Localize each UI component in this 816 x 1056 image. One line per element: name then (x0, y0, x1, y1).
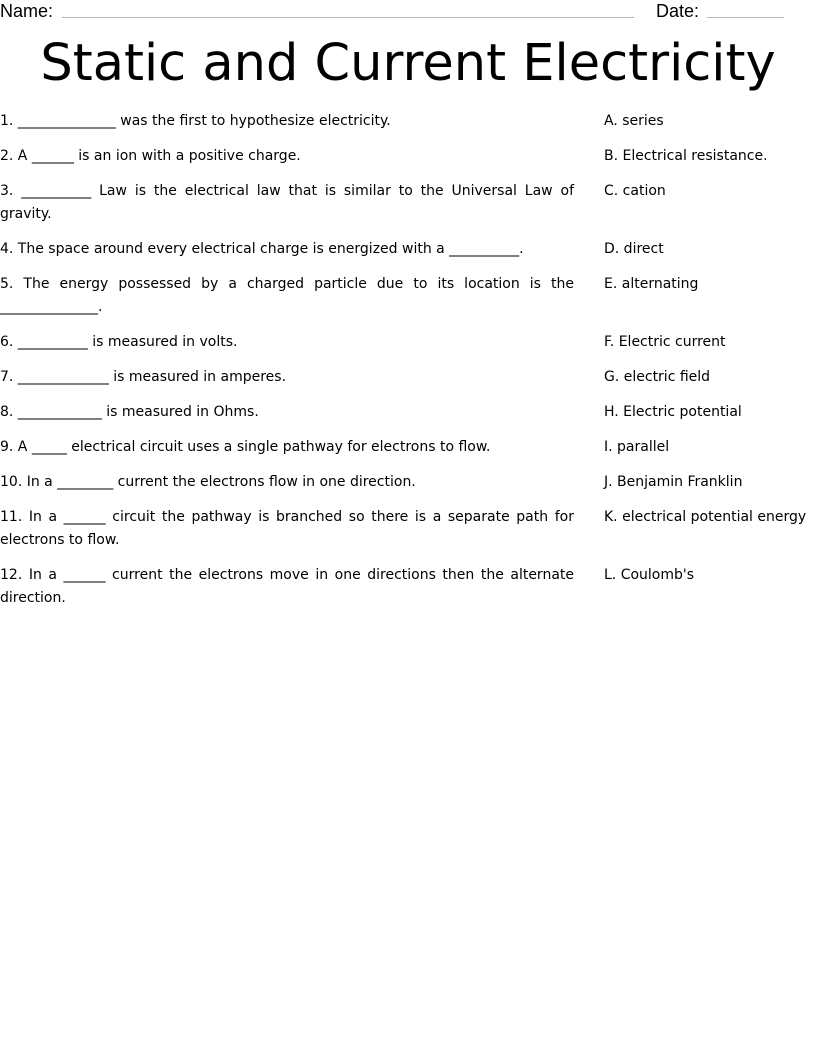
question-text: 2. A ______ is an ion with a positive charge. (0, 148, 301, 164)
question-item (0, 436, 574, 471)
question-item (0, 110, 574, 145)
question-spacer (0, 168, 574, 180)
question-item (0, 366, 574, 401)
question-item (0, 180, 574, 238)
question-spacer (0, 389, 574, 401)
answer-item: J. Benjamin Franklin (604, 474, 743, 490)
question-text: 3. __________ Law is the electrical law that is similar to the Universal Law of gravity. (0, 183, 574, 222)
question-list (0, 110, 574, 622)
question-text: 4. The space around every electrical charge is energized with a __________. (0, 241, 524, 257)
question-text: 10. In a ________ current the electrons flow in one direction. (0, 474, 416, 490)
question-text: 11. In a ______ circuit the pathway is branched so there is a separate path for electrons to flow. (0, 509, 574, 548)
question-spacer (0, 354, 574, 366)
question-item (0, 401, 574, 436)
name-blank-line (62, 17, 634, 18)
question-text: 12. In a ______ current the electrons move in one directions then the alternate direction. (0, 567, 574, 606)
question-spacer (0, 552, 574, 564)
question-spacer (0, 459, 574, 471)
worksheet-title: Static and Current Electricity (40, 34, 776, 93)
question-text: 8. ____________ is measured in Ohms. (0, 404, 259, 420)
worksheet-header (0, 0, 816, 26)
question-item (0, 238, 574, 273)
answer-item: H. Electric potential (604, 404, 742, 420)
question-item (0, 564, 574, 622)
question-text: 1. ______________ was the first to hypothesize electricity. (0, 113, 391, 129)
answer-item: I. parallel (604, 439, 670, 455)
question-item (0, 145, 574, 180)
question-spacer (0, 133, 574, 145)
question-spacer (0, 610, 574, 622)
answer-item: K. electrical potential energy (604, 509, 807, 525)
date-label: Date: (656, 1, 700, 21)
answer-item: G. electric field (604, 369, 711, 385)
question-spacer (0, 261, 574, 273)
answer-item: A. series (604, 113, 664, 129)
answer-item: C. cation (604, 183, 666, 199)
question-spacer (0, 226, 574, 238)
name-label: Name: (0, 1, 54, 21)
question-item (0, 273, 574, 331)
question-spacer (0, 319, 574, 331)
answer-item: E. alternating (604, 276, 699, 292)
question-item (0, 506, 574, 564)
question-text: 6. __________ is measured in volts. (0, 334, 238, 350)
question-item (0, 331, 574, 366)
answer-item: L. Coulomb's (604, 567, 695, 583)
question-spacer (0, 424, 574, 436)
question-text: 9. A _____ electrical circuit uses a single pathway for electrons to flow. (0, 439, 491, 455)
answer-item: D. direct (604, 241, 664, 257)
question-text: 7. _____________ is measured in amperes. (0, 369, 287, 385)
answer-item: B. Electrical resistance. (604, 148, 768, 164)
question-item (0, 471, 574, 506)
question-text: 5. The energy possessed by a charged particle due to its location is the ______________. (0, 276, 574, 315)
answer-item: F. Electric current (604, 334, 726, 350)
question-spacer (0, 494, 574, 506)
date-blank-line (707, 17, 784, 18)
